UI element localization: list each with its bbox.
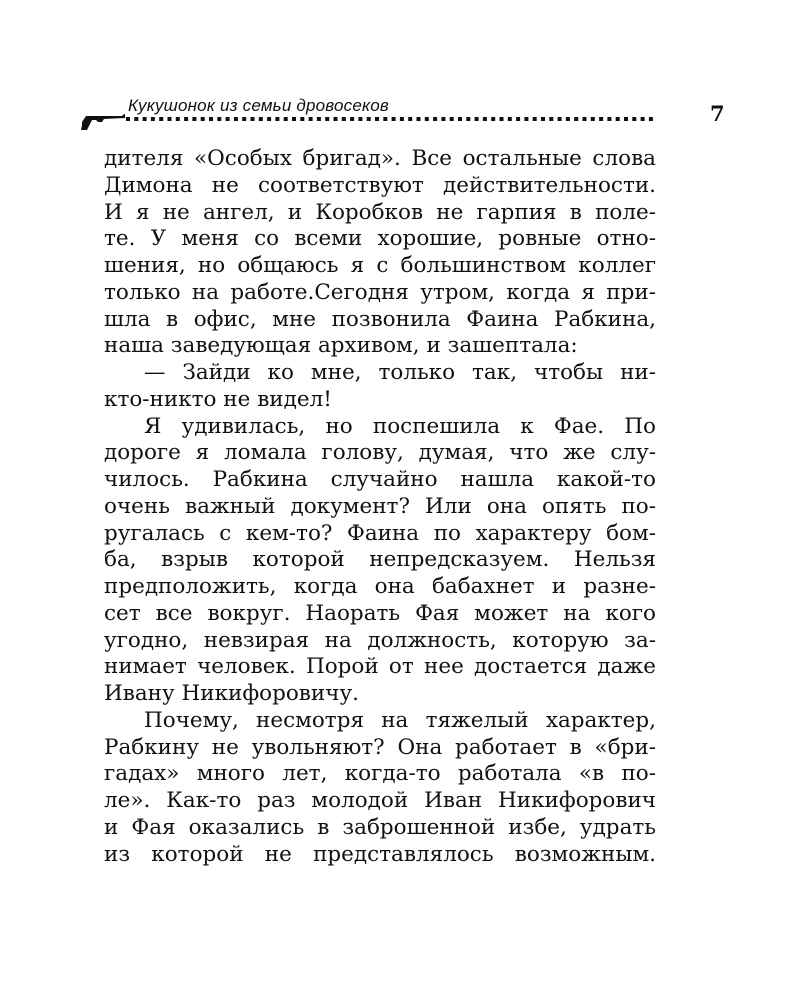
text-line: Я удивилась, но поспешила к Фае. По — [144, 413, 656, 439]
text-line: наша заведующая архивом, и зашептала: — [104, 333, 578, 359]
text-line: из которой не представлялось возможным. — [104, 841, 656, 867]
page-number: 7 — [710, 101, 725, 126]
text-line: ба, взрыв которой непредсказуем. Нельзя — [104, 547, 656, 573]
text-line: шения, но общаюсь я с большинством коллег — [104, 253, 656, 278]
text-line: Почему, несмотря на тяжелый характер, — [144, 707, 656, 733]
running-header — [78, 96, 725, 136]
header-dotted-rule — [126, 116, 656, 122]
text-line: нимает человек. Порой от нее достается даже — [104, 654, 656, 680]
text-line: и Фая оказались в заброшенной избе, удрать — [104, 814, 656, 840]
text-line: — Зайди ко мне, только так, чтобы ни- — [144, 360, 656, 385]
text-line: предположить, когда она бабахнет и разне- — [104, 574, 656, 599]
text-line: те. У меня со всеми хорошие, ровные отно- — [104, 226, 656, 252]
text-line: Димона не соответствуют действительности. — [104, 172, 656, 198]
revolver-icon — [78, 108, 126, 132]
text-line: сет все вокруг. Наорать Фая может на кого — [104, 600, 656, 626]
text-line: ле». Как-то раз молодой Иван Никифорович — [104, 788, 656, 813]
text-line: кто-никто не видел! — [104, 386, 332, 412]
book-title: Кукушонок из семьи дровосеков — [128, 96, 389, 115]
text-line: И я не ангел, и Коробков не гарпия в поле- — [104, 199, 656, 225]
text-line: шла в офис, мне позвонила Фаина Рабкина, — [104, 306, 656, 332]
body-text — [104, 146, 656, 868]
text-line: дороге я ломала голову, думая, что же слу- — [104, 440, 656, 466]
text-line: чилось. Рабкина случайно нашла какой-то — [104, 467, 656, 492]
text-line: очень важный документ? Или она опять по- — [104, 493, 656, 519]
text-line: гадах» много лет, когда-то работала «в по- — [104, 761, 656, 787]
text-line: Ивану Никифоровичу. — [104, 681, 359, 706]
text-line: дителя «Особых бригад». Все остальные слова — [104, 146, 656, 171]
text-line: только на работе.Сегодня утром, когда я при- — [104, 279, 656, 305]
text-line: Рабкину не увольняют? Она работает в «бри- — [104, 734, 656, 760]
text-line: угодно, невзирая на должность, которую за- — [104, 627, 656, 653]
text-line: ругалась с кем-то? Фаина по характеру бом- — [104, 520, 656, 546]
